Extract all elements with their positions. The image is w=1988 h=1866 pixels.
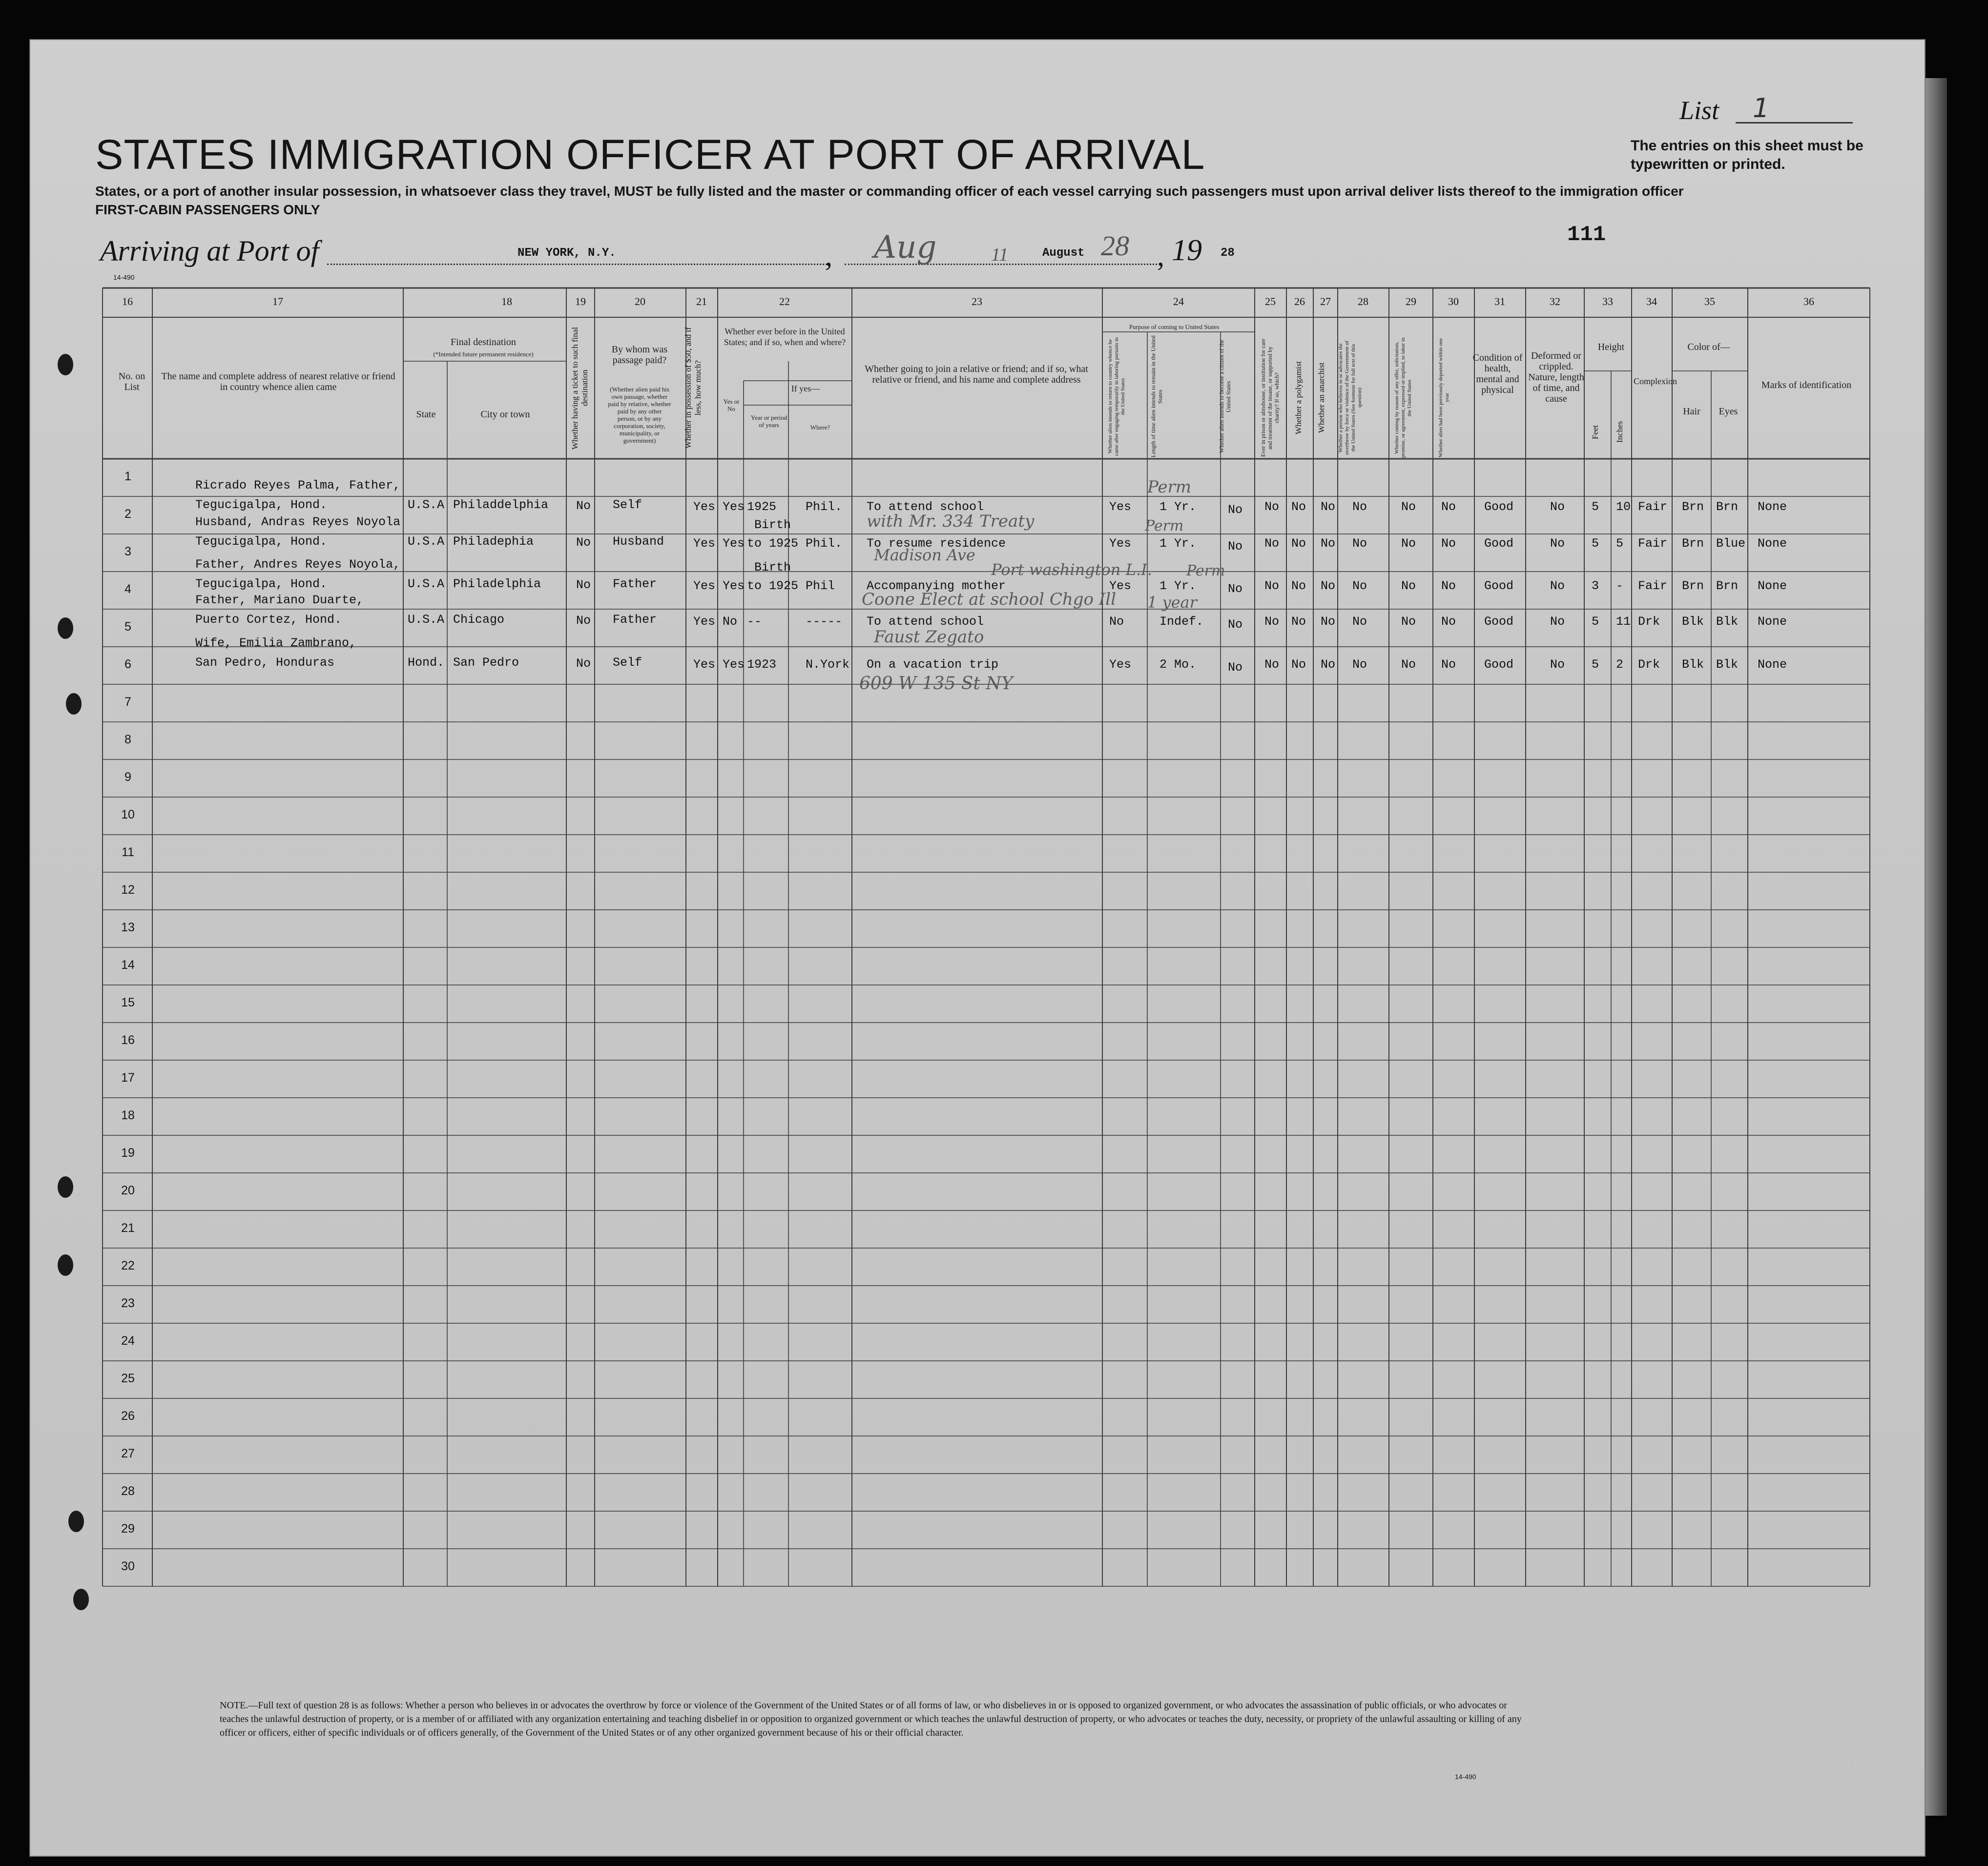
cell-year-line2: to 1925	[747, 536, 799, 551]
row-number: 26	[121, 1409, 135, 1423]
cell-before: Yes	[723, 579, 745, 593]
cell-year-line2: 1923	[747, 657, 777, 672]
column-number: 22	[779, 295, 790, 308]
cell-feet: 5	[1592, 657, 1599, 672]
row-number: 21	[121, 1221, 135, 1235]
row-number: 14	[121, 958, 135, 972]
cell-state: U.S.A	[408, 613, 445, 627]
cell-return: Yes	[1109, 500, 1132, 514]
cell-relative-line1: Father, Andres Reyes Noyola,	[195, 557, 401, 572]
column-number: 24	[1173, 295, 1184, 308]
column-number: 25	[1265, 295, 1276, 308]
cell-where: Phil.	[806, 500, 843, 514]
cell-inches: -	[1616, 579, 1624, 593]
cell-marks: None	[1758, 536, 1787, 551]
handwritten-annotation: 1 year	[1147, 593, 1197, 612]
row-number: 16	[121, 1033, 135, 1047]
row-number: 12	[121, 883, 135, 897]
cell-joining: Accompanying mother	[867, 579, 1006, 593]
cell-health: Good	[1484, 536, 1514, 551]
column-number: 28	[1358, 295, 1368, 308]
cell-relative-line2: Tegucigalpa, Hond.	[195, 498, 328, 512]
header-color-of: Color of—	[1687, 342, 1730, 352]
cell-return: No	[1109, 615, 1124, 629]
header-labor-offer: Whether coming by reason of any offer, solicitation, promise, or agreement, expressed or implied, to labor in the United States	[1394, 337, 1412, 458]
header-nearest-relative: The name and complete address of nearest relative or friend in country whence alien came	[161, 371, 395, 392]
cell-offer: No	[1401, 615, 1416, 629]
cell-city: Chicago	[453, 613, 505, 627]
header-final-destination-note: (*Intended future permanent residence)	[433, 350, 534, 358]
cell-before: Yes	[723, 657, 745, 672]
header-ever-before: Whether ever before in the United States; and if so, when and where?	[724, 327, 846, 347]
header-city: City or town	[480, 409, 530, 420]
cell-length: 1 Yr.	[1160, 500, 1197, 514]
cell-marks: None	[1758, 657, 1787, 672]
handwritten-month: Aug	[874, 229, 937, 266]
cell-prison: No	[1264, 615, 1280, 629]
row-number: 25	[121, 1372, 135, 1385]
header-final-destination: Final destination	[451, 337, 516, 348]
header-inches: Inches	[1615, 421, 1624, 443]
arriving-label: Arriving at Port of	[100, 235, 319, 267]
handwritten-annotation: 609 W 135 St NY	[859, 674, 1013, 694]
header-length-stay: Length of time alien intends to remain in the United States	[1150, 335, 1163, 458]
cell-deformed: No	[1550, 536, 1565, 551]
cell-citizen: No	[1228, 617, 1243, 632]
cell-health: Good	[1484, 615, 1514, 629]
footnote-form-code: 14-490	[1455, 1773, 1476, 1781]
cell-complexion: Fair	[1638, 536, 1668, 551]
cell-polygamist: No	[1291, 579, 1306, 593]
cell-marks: None	[1758, 579, 1787, 593]
handwritten-annotation: Coone Elect at school Chgo Ill	[862, 590, 1116, 609]
header-deported: Whether alien had been previously deported within one year	[1438, 338, 1450, 458]
cell-inches: 10	[1616, 500, 1631, 514]
column-number: 17	[272, 295, 283, 308]
cell-state: Hond.	[408, 656, 445, 670]
row-number: 7	[124, 695, 131, 709]
cell-citizen: No	[1228, 503, 1243, 517]
header-state: State	[416, 409, 436, 420]
cell-return: Yes	[1109, 657, 1132, 672]
cell-polygamist: No	[1291, 500, 1306, 514]
row-number: 1	[124, 470, 131, 483]
header-polygamist: Whether a polygamist	[1294, 361, 1303, 435]
handwritten-date: 28	[1101, 230, 1129, 262]
handwritten-annotation: Madison Ave	[874, 546, 975, 564]
cell-hair: Blk	[1682, 615, 1704, 629]
cell-ticket: No	[576, 499, 591, 513]
row-number: 8	[124, 733, 131, 746]
header-citizen-intent: Whether alien intends to become a citizen of the United States	[1218, 340, 1232, 453]
typewritten-note: The entries on this sheet must be typewritten or printed.	[1631, 138, 1864, 172]
cell-feet: 3	[1592, 579, 1599, 593]
header-deformed: Deformed or crippled. Nature, length of time, and cause	[1528, 350, 1584, 404]
cell-relative-line1: Husband, Andras Reyes Noyola	[195, 515, 401, 529]
header-overthrow: Whether a person who believes in or advocates the overthrow by force or violence of the Government of the United States (See footnote for full text of this question)	[1338, 341, 1363, 455]
cell-joining: On a vacation trip	[867, 657, 999, 672]
header-health: Condition of health, mental and physical	[1472, 352, 1523, 395]
row-number: 17	[121, 1071, 135, 1085]
cell-anarchist: No	[1321, 500, 1336, 514]
cell-hair: Brn	[1682, 579, 1704, 593]
cell-overthrow: No	[1352, 579, 1367, 593]
header-prison: Ever in prison or almshouse, or institution for care and treatment of the insane, or supported by charity? If so, which?	[1260, 338, 1280, 457]
cell-joining: To attend school	[867, 615, 984, 629]
cell-deported: No	[1441, 579, 1456, 593]
footnote: NOTE.—Full text of question 28 is as follows: Whether a person who believes in or advocates the overthrow by force or violence of the Government of the United States or of all forms of law, or who disbelieves in or is opposed to organized government, or who advocates the assassination of public officials, or who advocates or teaches the unlawful destruction of property, or is a member of or affiliated with any organization entertaining and teaching disbelief in or opposition to organized government or which teaches the unlawful destruction of property, or who advocates or teaches the duty, necessity, or propriety of the unlawful assaulting or killing of any officer or officers, either of specific individuals or of officers generally, of the Government of the United States or of any other organized government because of his or their official character.	[220, 1700, 1522, 1738]
cell-hair: Brn	[1682, 500, 1704, 514]
cell-paid-by: Self	[613, 656, 642, 670]
cell-deformed: No	[1550, 615, 1565, 629]
cell-length: Indef.	[1160, 615, 1204, 629]
cell-feet: 5	[1592, 536, 1599, 551]
header-passage-note: (Whether alien paid his own passage, whether paid by relative, whether paid by any other person, or by any corporation, society, municipality, or government)	[608, 386, 671, 444]
cell-year-line1: Birth	[754, 560, 791, 574]
cell-paid-by: Husband	[613, 534, 664, 549]
row-number: 2	[124, 507, 131, 521]
header-hair: Hair	[1683, 406, 1700, 417]
cell-year-line2: --	[747, 615, 762, 629]
cell-overthrow: No	[1352, 657, 1367, 672]
cell-city: San Pedro	[453, 656, 519, 670]
cell-relative-line2: Puerto Cortez, Hond.	[195, 613, 342, 627]
handwritten-annotation: Faust Zegato	[874, 627, 984, 647]
comma: ,	[1157, 240, 1164, 272]
cell-city: Philadephia	[453, 534, 534, 549]
cell-length: 1 Yr.	[1160, 536, 1197, 551]
cell-paid-by: Father	[613, 577, 657, 591]
cell-complexion: Drk	[1638, 657, 1660, 672]
cell-health: Good	[1484, 500, 1514, 514]
cell-anarchist: No	[1321, 615, 1336, 629]
cell-city: Philaddelphia	[453, 498, 549, 512]
page-title: STATES IMMIGRATION OFFICER AT PORT OF ARRIVAL	[95, 131, 1205, 178]
header-feet: Feet	[1591, 425, 1600, 439]
header-fifty-dollars: Whether in possession of $50, and if less, how much?	[683, 327, 703, 449]
row-number: 15	[121, 996, 135, 1009]
row-number: 10	[121, 808, 135, 821]
column-number: 18	[501, 295, 512, 308]
handwritten-annotation: Perm	[1147, 477, 1191, 497]
sheet-number: 111	[1567, 223, 1606, 247]
cell-year-line2: 1925	[747, 500, 777, 514]
cell-ticket: No	[576, 614, 591, 628]
column-number: 20	[635, 295, 645, 308]
header-anarchist: Whether an anarchist	[1317, 362, 1326, 433]
cell-relative-line2: Tegucigalpa, Hond.	[195, 577, 328, 591]
cell-length: 1 Yr.	[1160, 579, 1197, 593]
row-number: 9	[124, 770, 131, 784]
cell-offer: No	[1401, 536, 1416, 551]
cell-relative-line1: Father, Mariano Duarte,	[195, 593, 364, 607]
column-number: 19	[575, 295, 586, 308]
handwritten-annotation: Perm	[1145, 517, 1184, 534]
cell-hair: Brn	[1682, 536, 1704, 551]
header-if-yes: If yes—	[791, 384, 820, 393]
cell-eyes: Brn	[1716, 500, 1739, 514]
row-number: 11	[122, 845, 134, 859]
row-number: 27	[121, 1447, 135, 1460]
cell-eyes: Brn	[1716, 579, 1739, 593]
cell-eyes: Blk	[1716, 615, 1739, 629]
cell-year-line1: Birth	[754, 518, 791, 532]
cell-state: U.S.A	[408, 534, 445, 549]
cell-fifty: Yes	[693, 615, 716, 629]
row-number: 3	[124, 545, 131, 558]
cell-where: Phil.	[806, 536, 843, 551]
year-suffix: 28	[1221, 246, 1235, 260]
cell-anarchist: No	[1321, 579, 1336, 593]
row-number: 19	[121, 1146, 135, 1160]
list-label: List	[1679, 96, 1719, 125]
cell-where: -----	[806, 615, 843, 629]
cell-return: Yes	[1109, 536, 1132, 551]
cell-before: No	[723, 615, 738, 629]
row-number: 30	[121, 1559, 135, 1573]
header-height: Height	[1597, 342, 1625, 352]
header-return-intent: Whether alien intends to return to country whence he came after engaging temporarily in laboring pursuits in the United States	[1107, 337, 1126, 456]
cell-inches: 5	[1616, 536, 1624, 551]
cell-fifty: Yes	[693, 500, 716, 514]
cell-offer: No	[1401, 500, 1416, 514]
column-number: 33	[1602, 295, 1613, 308]
cell-relative-line1: Wife, Emilia Zambrano,	[195, 636, 357, 650]
row-number: 22	[121, 1259, 135, 1272]
cell-where: Phil	[806, 579, 835, 593]
row-number: 23	[121, 1296, 135, 1310]
cell-citizen: No	[1228, 539, 1243, 554]
cell-state: U.S.A	[408, 498, 445, 512]
cell-offer: No	[1401, 657, 1416, 672]
cell-anarchist: No	[1321, 657, 1336, 672]
cell-feet: 5	[1592, 500, 1599, 514]
header-passage-paid: By whom was passage paid?	[611, 344, 668, 366]
typed-month: August	[1042, 246, 1085, 260]
header-where: Where?	[810, 424, 830, 431]
column-number: 35	[1704, 295, 1715, 308]
row-number: 29	[121, 1522, 135, 1536]
cell-deported: No	[1441, 615, 1456, 629]
header-joining-relative: Whether going to join a relative or friend; and if so, what relative or friend, and his name and complete address	[865, 364, 1088, 385]
cell-return: Yes	[1109, 579, 1132, 593]
cell-polygamist: No	[1291, 536, 1306, 551]
row-number: 20	[121, 1184, 135, 1197]
cell-fifty: Yes	[693, 579, 716, 593]
cell-eyes: Blue	[1716, 536, 1746, 551]
cell-paid-by: Father	[613, 613, 657, 627]
cell-deported: No	[1441, 500, 1456, 514]
cell-prison: No	[1264, 657, 1280, 672]
header-complexion: Complexion	[1634, 376, 1677, 386]
cell-marks: None	[1758, 615, 1787, 629]
cell-inches: 2	[1616, 657, 1624, 672]
column-number: 23	[972, 295, 982, 308]
cell-deformed: No	[1550, 500, 1565, 514]
header-no-on-list: No. on List	[118, 371, 145, 392]
cell-ticket: No	[576, 578, 591, 592]
cell-where: N.York	[806, 657, 850, 672]
cell-complexion: Drk	[1638, 615, 1660, 629]
cell-complexion: Fair	[1638, 579, 1668, 593]
cell-joining: To attend school	[867, 500, 984, 514]
cell-hair: Blk	[1682, 657, 1704, 672]
row-number: 18	[121, 1108, 135, 1122]
cell-complexion: Fair	[1638, 500, 1668, 514]
cell-state: U.S.A	[408, 577, 445, 591]
port-value: NEW YORK, N.Y.	[518, 246, 616, 260]
comma: ,	[825, 240, 832, 272]
cell-overthrow: No	[1352, 500, 1367, 514]
header-yes-no: Yes or No	[723, 398, 740, 412]
cell-citizen: No	[1228, 582, 1243, 596]
header-year: Year or period of years	[750, 414, 787, 429]
cell-fifty: Yes	[693, 536, 716, 551]
cell-overthrow: No	[1352, 615, 1367, 629]
column-number: 29	[1406, 295, 1416, 308]
cell-ticket: No	[576, 656, 591, 671]
handwritten-day: 11	[991, 245, 1009, 265]
year-prefix: 19	[1172, 234, 1202, 267]
column-number: 26	[1294, 295, 1305, 308]
cell-prison: No	[1264, 579, 1280, 593]
subtitle: States, or a port of another insular possession, in whatsoever class they travel, MUST be fully listed and the master or commanding officer of each vessel carrying such passengers must upon arrival deliver lists thereof to the immigration officer	[95, 184, 1684, 199]
column-number: 27	[1320, 295, 1331, 308]
row-number: 5	[124, 620, 131, 634]
cabin-class: FIRST-CABIN PASSENGERS ONLY	[95, 202, 320, 217]
cell-deported: No	[1441, 536, 1456, 551]
handwritten-annotation: Port washington L.I.	[991, 560, 1152, 579]
cell-polygamist: No	[1291, 657, 1306, 672]
header-ticket: Whether having a ticket to such final destination	[570, 327, 589, 450]
cell-length: 2 Mo.	[1160, 657, 1197, 672]
column-number: 21	[696, 295, 707, 308]
cell-deformed: No	[1550, 657, 1565, 672]
column-number: 34	[1646, 295, 1657, 308]
row-number: 4	[124, 582, 131, 596]
header-purpose: Purpose of coming to United States	[1129, 323, 1220, 330]
cell-deformed: No	[1550, 579, 1565, 593]
cell-prison: No	[1264, 500, 1280, 514]
cell-health: Good	[1484, 579, 1514, 593]
row-number: 13	[121, 921, 135, 934]
list-number: 1	[1753, 93, 1770, 123]
cell-anarchist: No	[1321, 536, 1336, 551]
cell-relative-line2: San Pedro, Honduras	[195, 656, 335, 670]
cell-polygamist: No	[1291, 615, 1306, 629]
column-number: 16	[122, 295, 133, 308]
header-eyes: Eyes	[1719, 406, 1738, 417]
column-number: 36	[1803, 295, 1814, 308]
handwritten-annotation: with Mr. 334 Treaty	[867, 512, 1035, 531]
cell-fifty: Yes	[693, 657, 716, 672]
cell-city: Philadelphia	[453, 577, 541, 591]
column-number: 32	[1550, 295, 1560, 308]
cell-eyes: Blk	[1716, 657, 1739, 672]
cell-prison: No	[1264, 536, 1280, 551]
cell-inches: 11	[1616, 615, 1631, 629]
cell-citizen: No	[1228, 660, 1243, 675]
cell-year-line2: to 1925	[747, 579, 799, 593]
form-code: 14-490	[113, 273, 135, 281]
cell-relative-line2: Tegucigalpa, Hond.	[195, 534, 328, 549]
column-number: 31	[1494, 295, 1505, 308]
cell-offer: No	[1401, 579, 1416, 593]
row-number: 6	[124, 657, 131, 671]
cell-marks: None	[1758, 500, 1787, 514]
row-number: 24	[121, 1334, 135, 1348]
handwritten-annotation: Perm	[1186, 562, 1225, 579]
header-identification-marks: Marks of identification	[1761, 380, 1852, 390]
cell-joining: To resume residence	[867, 536, 1006, 551]
cell-feet: 5	[1592, 615, 1599, 629]
cell-deported: No	[1441, 657, 1456, 672]
cell-health: Good	[1484, 657, 1514, 672]
cell-ticket: No	[576, 535, 591, 550]
cell-relative-line1: Ricrado Reyes Palma, Father,	[195, 478, 401, 492]
column-number: 30	[1448, 295, 1459, 308]
cell-before: Yes	[723, 500, 745, 514]
cell-before: Yes	[723, 536, 745, 551]
cell-overthrow: No	[1352, 536, 1367, 551]
cell-paid-by: Self	[613, 498, 642, 512]
row-number: 28	[121, 1484, 135, 1498]
